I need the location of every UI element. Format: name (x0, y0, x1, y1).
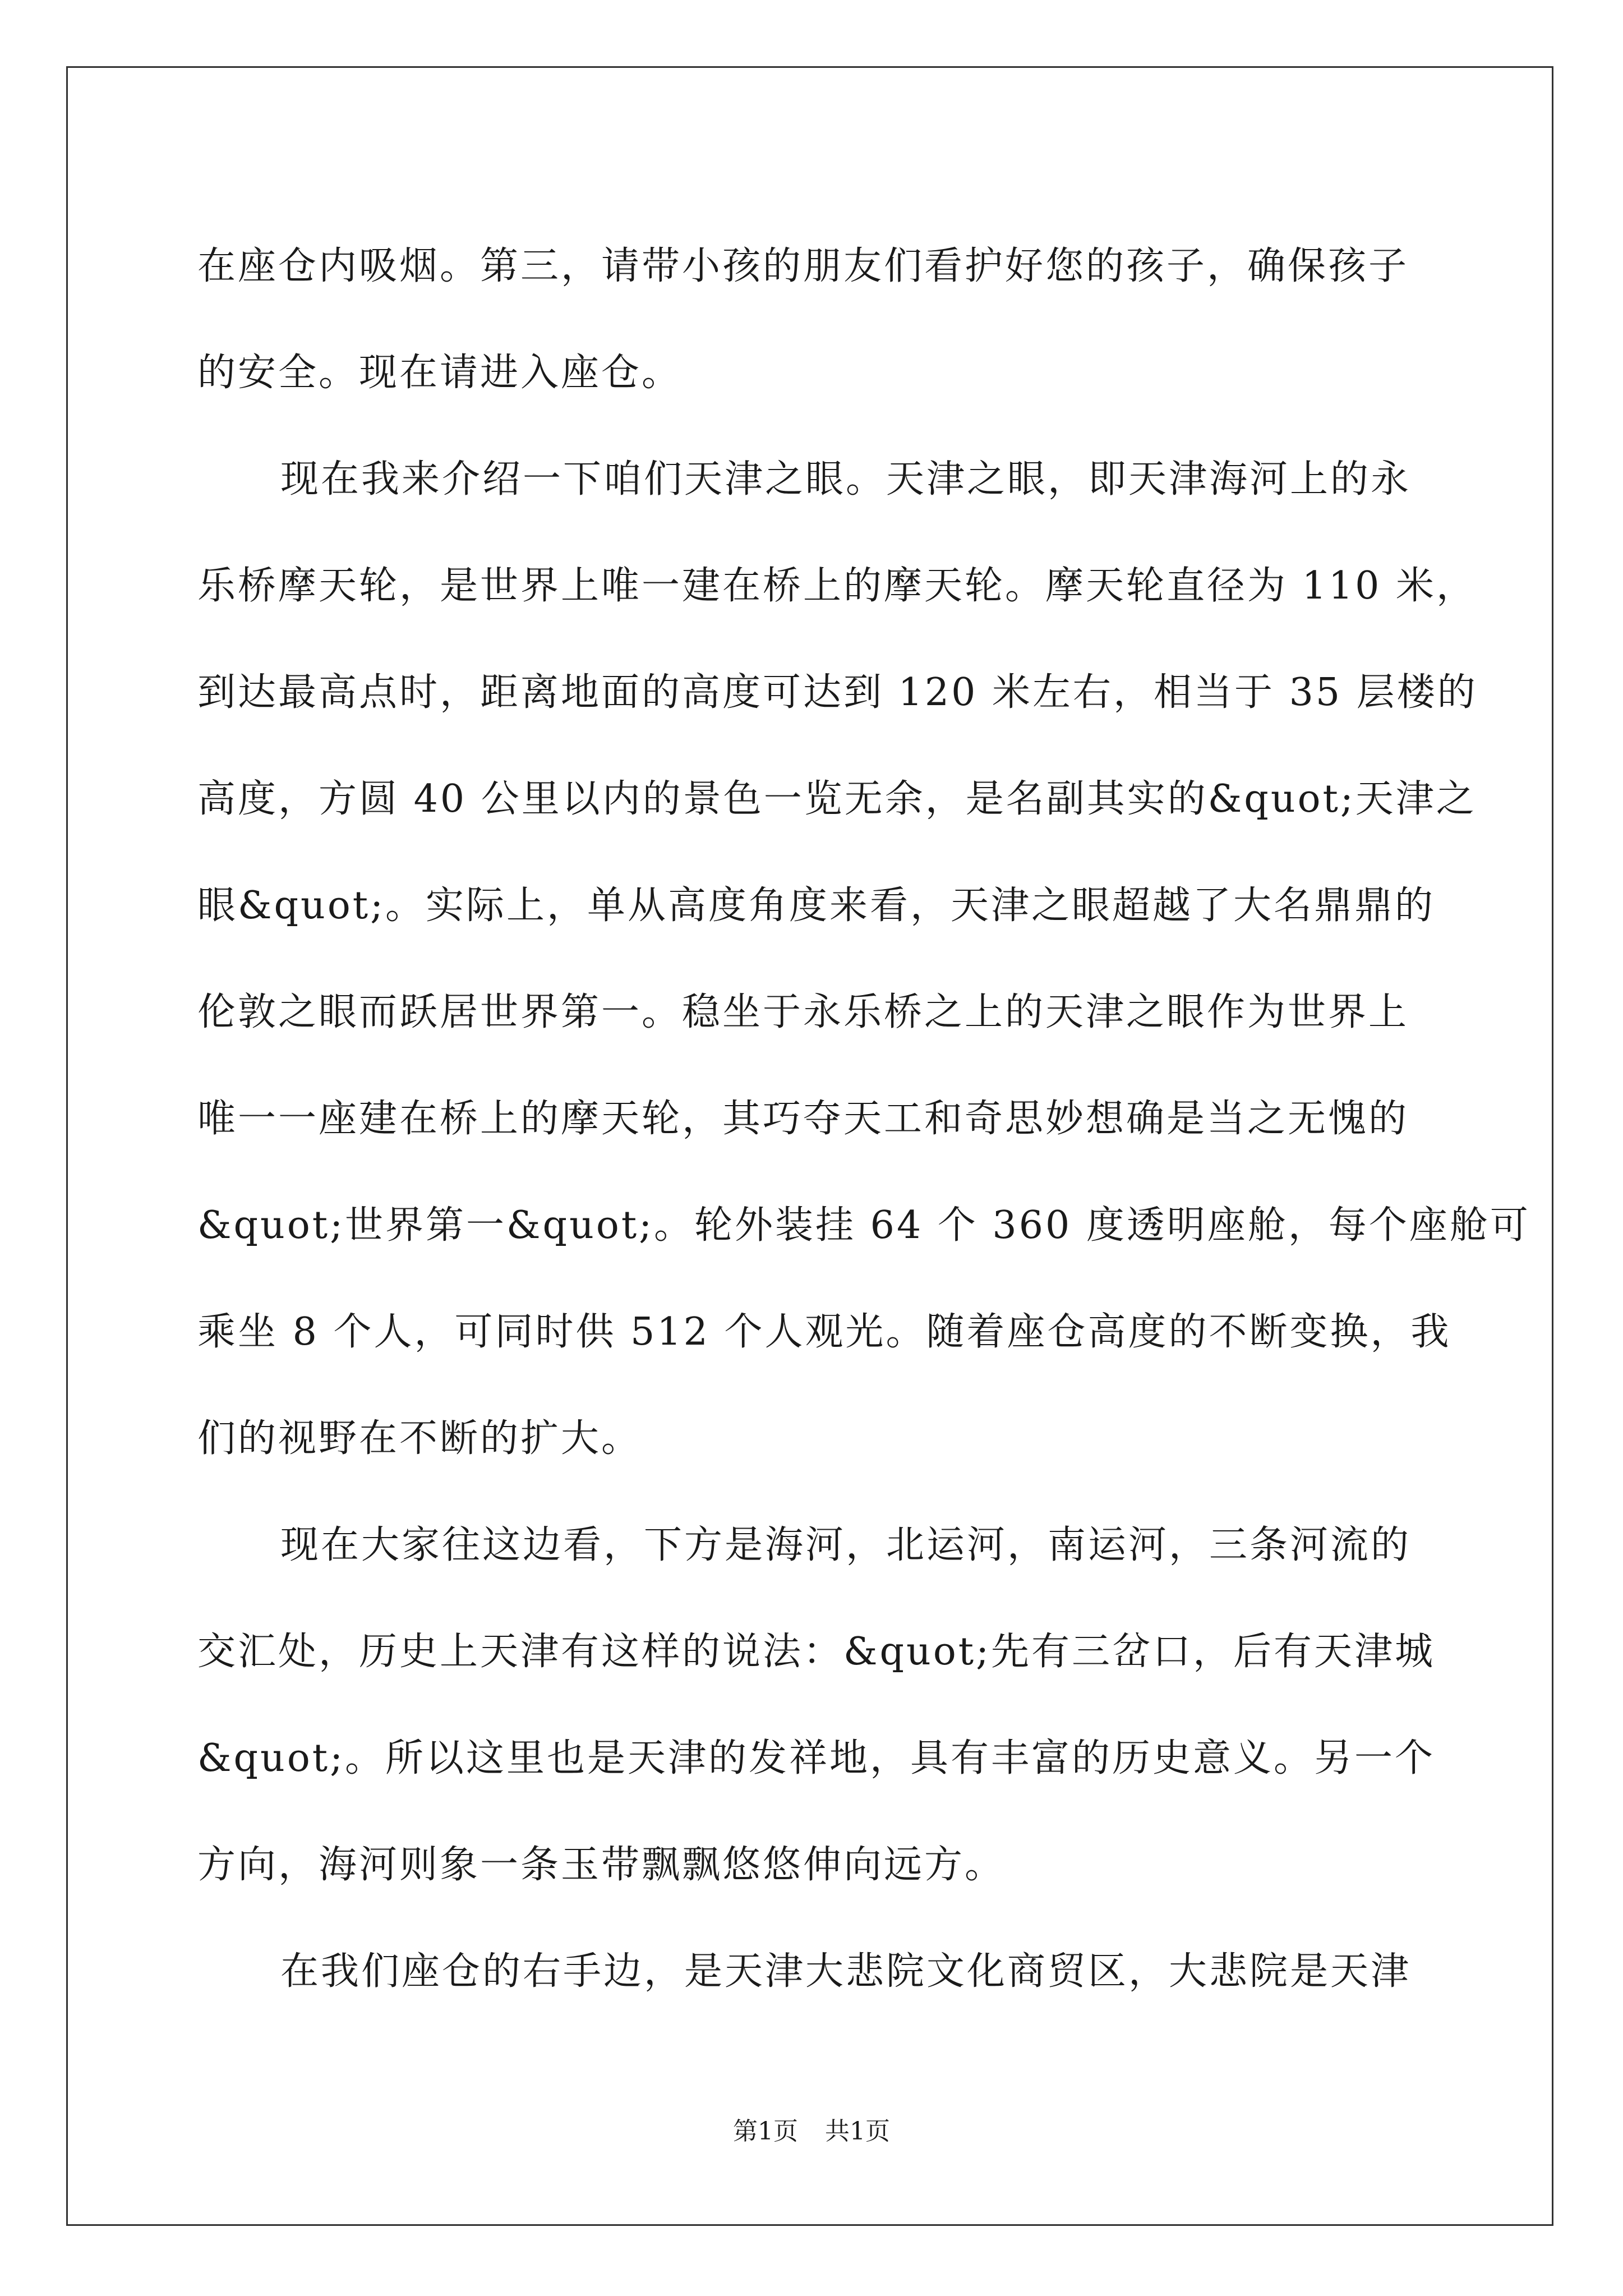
text-line: 伦敦之眼而跃居世界第一。稳坐于永乐桥之上的天津之眼作为世界上 (197, 990, 1409, 1034)
text-line: 高度，方圆 40 公里以内的景色一览无余，是名副其实的&quot;天津之 (197, 777, 1477, 821)
text-line: 唯一一座建在桥上的摩天轮，其巧夺天工和奇思妙想确是当之无愧的 (197, 1097, 1409, 1141)
text-line: 交汇处，历史上天津有这样的说法：&quot;先有三岔口，后有天津城 (197, 1630, 1436, 1674)
page-footer (0, 2115, 1623, 2148)
text-line: 现在大家往这边看，下方是海河，北运河，南运河，三条河流的 (280, 1523, 1412, 1567)
text-line: 乐桥摩天轮，是世界上唯一建在桥上的摩天轮。摩天轮直径为 110 米， (197, 564, 1477, 608)
text-line: 乘坐 8 个人，可同时供 512 个人观光。随着座仓高度的不断变换，我 (197, 1310, 1451, 1354)
text-line: 眼&quot;。实际上，单从高度角度来看，天津之眼超越了大名鼎鼎的 (197, 884, 1436, 928)
text-line: 方向，海河则象一条玉带飘飘悠悠伸向远方。 (197, 1843, 1006, 1887)
page-number: 第1页 (733, 2117, 798, 2146)
text-line: &quot;。所以这里也是天津的发祥地，具有丰富的历史意义。另一个 (197, 1736, 1436, 1780)
text-line: 在座仓内吸烟。第三，请带小孩的朋友们看护好您的孩子，确保孩子 (197, 244, 1409, 288)
text-line: 们的视野在不断的扩大。 (197, 1416, 642, 1461)
page-total: 共1页 (825, 2117, 890, 2146)
text-line: 到达最高点时，距离地面的高度可达到 120 米左右，相当于 35 层楼的 (197, 670, 1478, 715)
text-line: &quot;世界第一&quot;。轮外装挂 64 个 360 度透明座舱，每个座舱可 (197, 1203, 1530, 1248)
text-line: 的安全。现在请进入座仓。 (197, 351, 683, 395)
text-line: 现在我来介绍一下咱们天津之眼。天津之眼，即天津海河上的永 (280, 457, 1412, 501)
text-line: 在我们座仓的右手边，是天津大悲院文化商贸区，大悲院是天津 (280, 1949, 1412, 1994)
document-body (197, 213, 1530, 2025)
